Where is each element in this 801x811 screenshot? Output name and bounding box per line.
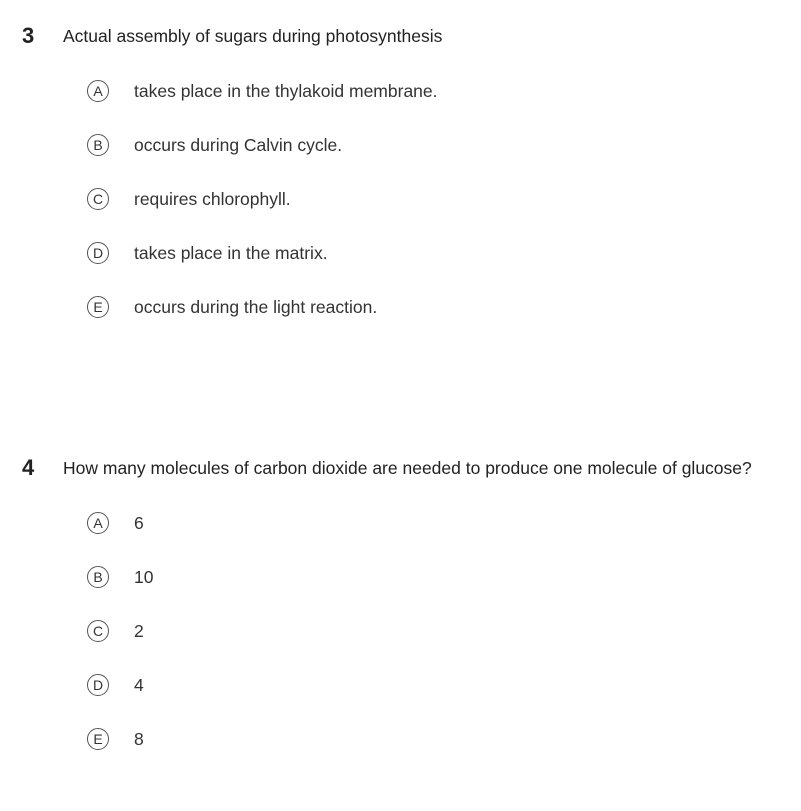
- option-letter-bubble[interactable]: C: [87, 620, 109, 642]
- option-e[interactable]: [87, 726, 153, 752]
- option-c[interactable]: [87, 186, 438, 212]
- option-text: takes place in the thylakoid membrane.: [134, 80, 438, 101]
- option-e[interactable]: [87, 294, 438, 320]
- option-text: 2: [134, 620, 144, 641]
- option-d[interactable]: [87, 240, 438, 266]
- option-text: 6: [134, 512, 144, 533]
- option-text: takes place in the matrix.: [134, 242, 328, 263]
- option-b[interactable]: [87, 132, 438, 158]
- option-c[interactable]: [87, 618, 153, 644]
- option-text: occurs during Calvin cycle.: [134, 134, 343, 155]
- option-text: 4: [134, 674, 144, 695]
- option-letter-bubble[interactable]: E: [87, 728, 109, 750]
- option-d[interactable]: [87, 672, 153, 698]
- option-text: occurs during the light reaction.: [134, 296, 378, 317]
- option-letter-bubble[interactable]: B: [87, 134, 109, 156]
- option-text: requires chlorophyll.: [134, 188, 291, 209]
- question-text: Actual assembly of sugars during photosynthesis: [63, 26, 443, 46]
- option-letter-bubble[interactable]: E: [87, 296, 109, 318]
- option-letter-bubble[interactable]: D: [87, 674, 109, 696]
- option-a[interactable]: [87, 510, 153, 536]
- option-letter-bubble[interactable]: A: [87, 512, 109, 534]
- option-text: 8: [134, 728, 144, 749]
- question-number: 3: [22, 23, 35, 48]
- option-letter-bubble[interactable]: B: [87, 566, 109, 588]
- option-letter-bubble[interactable]: A: [87, 80, 109, 102]
- answer-options: [87, 510, 153, 780]
- option-letter-bubble[interactable]: C: [87, 188, 109, 210]
- answer-options: [87, 78, 438, 348]
- option-letter-bubble[interactable]: D: [87, 242, 109, 264]
- option-b[interactable]: [87, 564, 153, 590]
- option-a[interactable]: [87, 78, 438, 104]
- option-text: 10: [134, 566, 154, 587]
- question-text: How many molecules of carbon dioxide are needed to produce one molecule of glucose?: [63, 458, 752, 478]
- question-number: 4: [22, 455, 35, 480]
